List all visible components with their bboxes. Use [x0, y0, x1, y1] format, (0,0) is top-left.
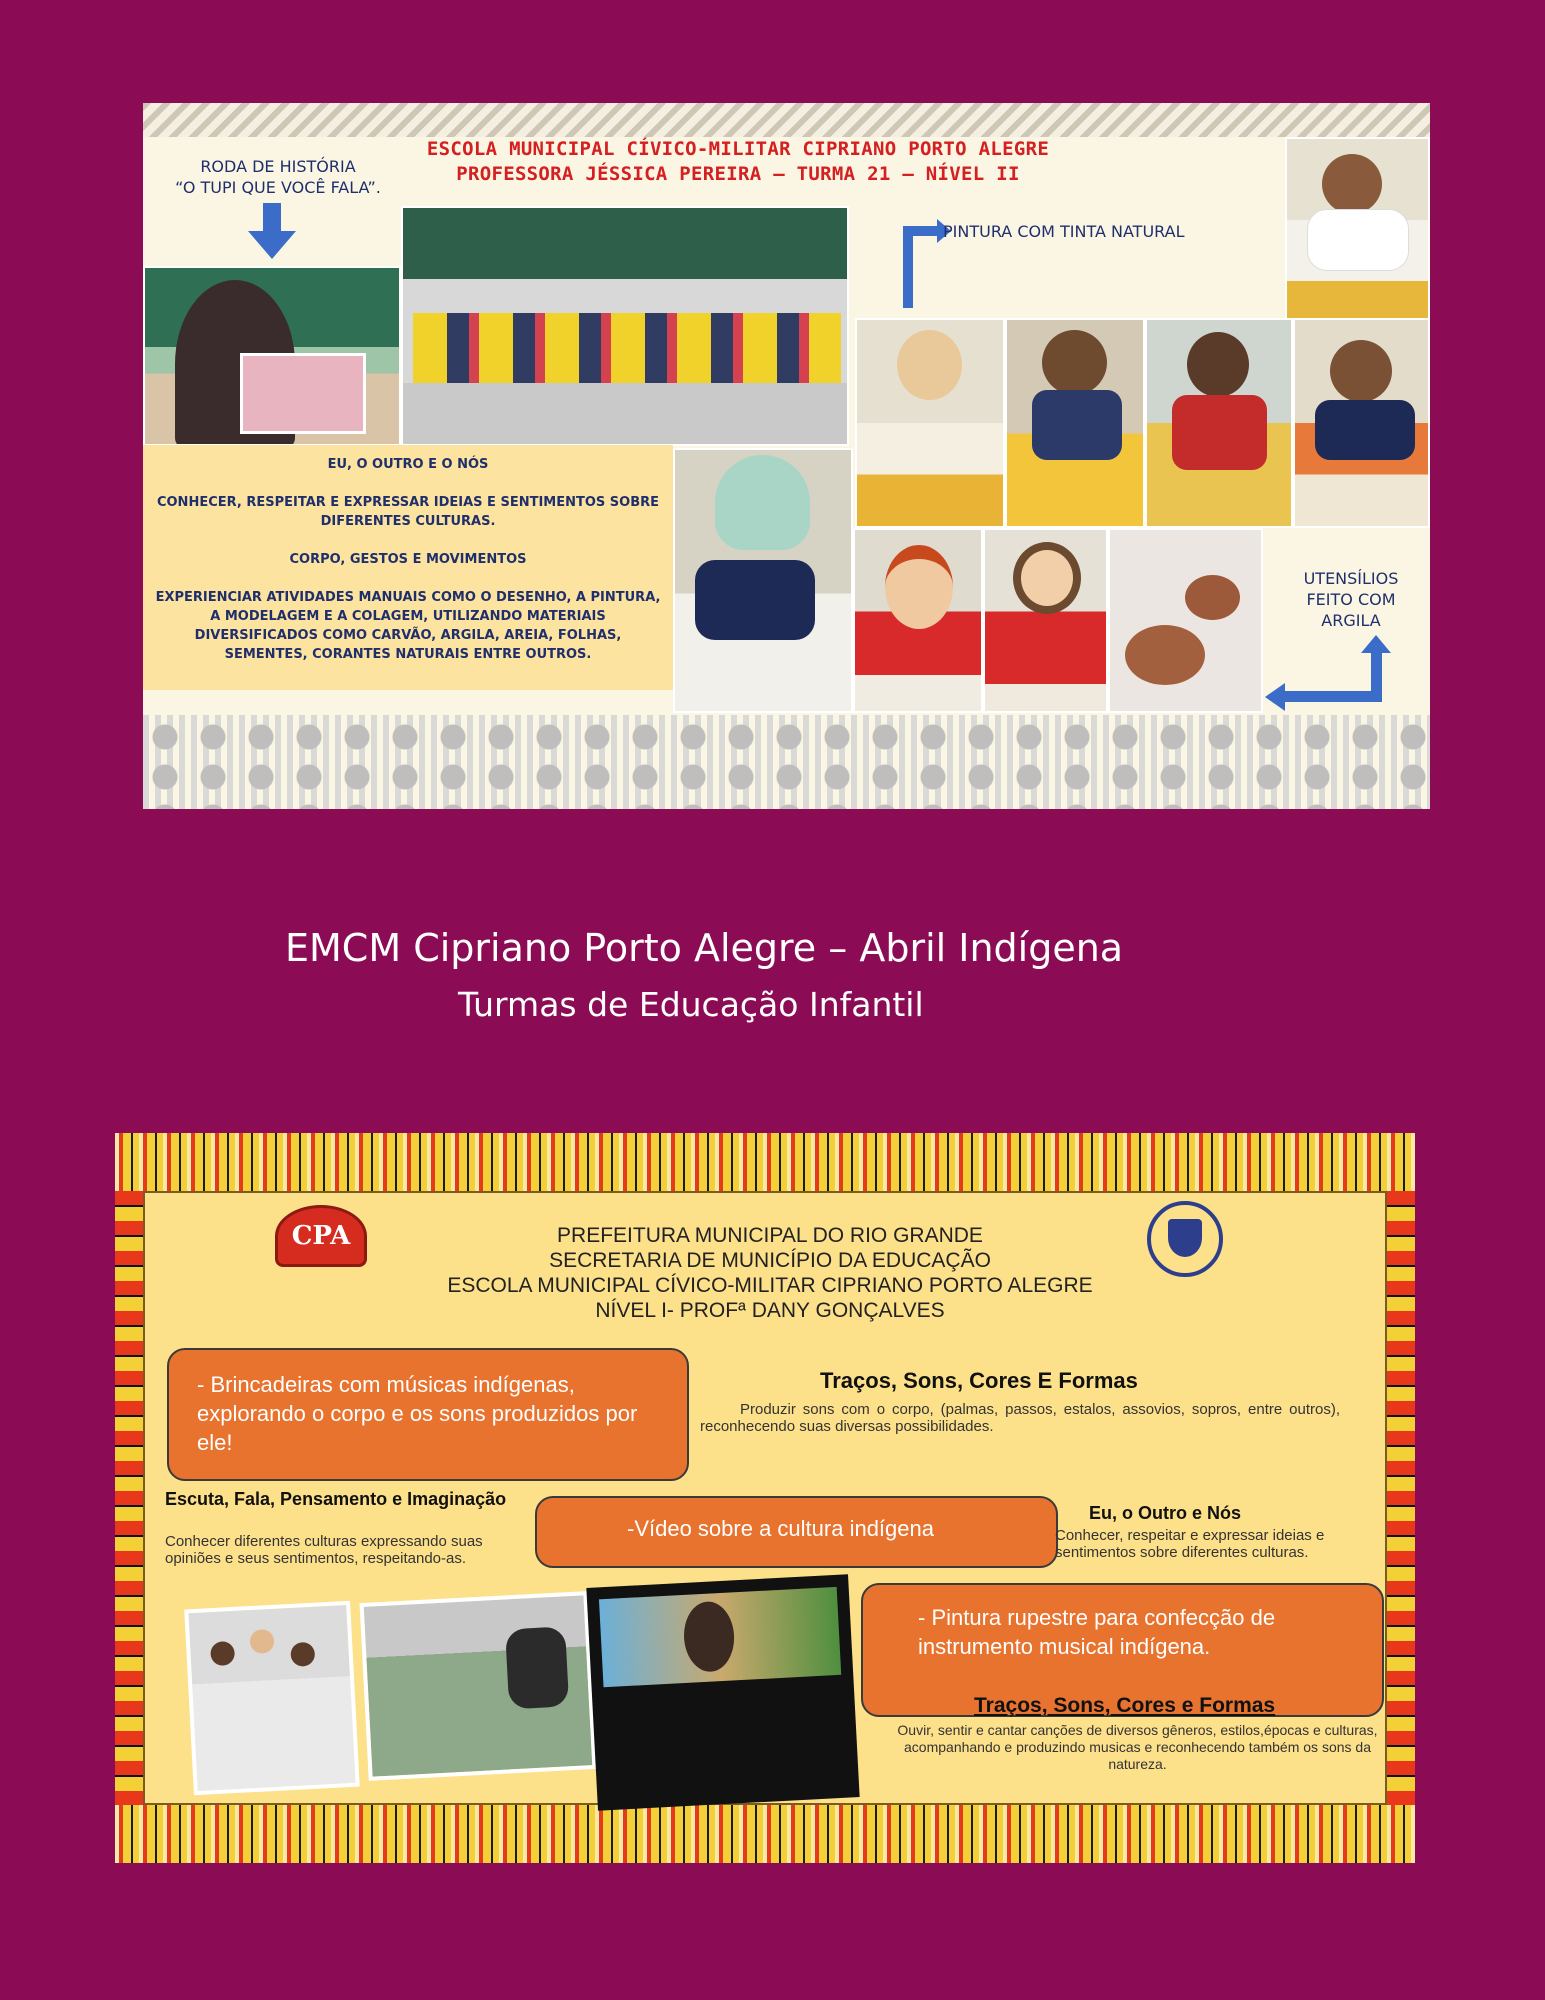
pintura-label: PINTURA COM TINTA NATURAL	[943, 222, 1185, 241]
poster-header	[345, 1223, 1195, 1323]
utensilios-line2: FEITO COM	[1306, 590, 1396, 609]
utensilios-arrow-shaft-h	[1283, 691, 1382, 702]
page-subtitle: Turmas de Educação Infantil	[458, 985, 924, 1024]
utensilios-line3: ARGILA	[1321, 611, 1381, 630]
clay-utensils-photo	[1108, 528, 1263, 713]
objective-text-1: CONHECER, RESPEITAR E EXPRESSAR IDEIAS E SENTIMENTOS SOBRE DIFERENTES CULTURAS.	[156, 495, 660, 529]
girl-painting-photo-1	[855, 318, 1005, 528]
tracos-text-1: Produzir sons com o corpo, (palmas, passos, estalos, assovios, sopros, entre outros), reconhecendo suas diversas possibilidades.	[700, 1401, 1340, 1435]
poster-content	[143, 1191, 1387, 1805]
utensilios-line1: UTENSÍLIOS	[1303, 569, 1399, 588]
left-arrow-icon	[1265, 683, 1285, 711]
boy-clay-photo	[853, 528, 983, 713]
activity-poster-nivel-ii	[143, 103, 1430, 809]
eu-outro-heading: Eu, o Outro e Nós	[1089, 1503, 1242, 1523]
escuta-heading: Escuta, Fala, Pensamento e Imaginação	[165, 1489, 507, 1509]
classroom-circle-photo	[401, 206, 849, 446]
pattern-side-left	[115, 1191, 143, 1805]
tracos-heading-2: Traços, Sons, Cores e Formas	[974, 1694, 1276, 1717]
boy-painting-photo-2	[1293, 318, 1430, 528]
utensilios-label	[1271, 568, 1430, 631]
poster-title	[388, 137, 1088, 187]
roda-label-line1: RODA DE HISTÓRIA	[200, 157, 356, 176]
header-line3: ESCOLA MUNICIPAL CÍVICO-MILITAR CIPRIANO PORTO ALEGRE	[447, 1274, 1093, 1297]
escuta-text: Conhecer diferentes culturas expressando suas opiniões e seus sentimentos, respeitando-as.	[165, 1533, 483, 1567]
roda-historia-label	[163, 156, 393, 198]
teacher-reading-photo	[143, 266, 401, 446]
objective-heading-2: CORPO, GESTOS E MOVIMENTOS	[289, 552, 527, 567]
page-title: EMCM Cipriano Porto Alegre – Abril Indígena	[285, 926, 1124, 970]
poster-title-line2: PROFESSORA JÉSSICA PEREIRA – TURMA 21 – NÍVEL II	[456, 163, 1020, 185]
pattern-band-top	[115, 1133, 1415, 1191]
header-line1: PREFEITURA MUNICIPAL DO RIO GRANDE	[557, 1224, 983, 1247]
tracos-heading-1: Traços, Sons, Cores E Formas	[820, 1368, 1138, 1393]
up-arrow-shaft	[903, 226, 913, 308]
girl-painting-photo-3	[1145, 318, 1293, 528]
cpa-logo-text: CPA	[291, 1221, 351, 1251]
video-screen-photo	[586, 1574, 859, 1810]
header-line2: SECRETARIA DE MUNICÍPIO DA EDUCAÇÃO	[549, 1249, 991, 1272]
objectives-box	[143, 445, 673, 690]
children-dancing-photo	[184, 1601, 360, 1795]
objective-heading-1: EU, O OUTRO E O NÓS	[327, 457, 489, 472]
children-floor-photo	[359, 1591, 596, 1781]
activity-box-music: - Brincadeiras com músicas indígenas, explorando o corpo e os sons produzidos por ele!	[167, 1348, 689, 1481]
poster-title-line1: ESCOLA MUNICIPAL CÍVICO-MILITAR CIPRIANO PORTO ALEGRE	[426, 138, 1050, 160]
down-arrow-shaft	[263, 203, 281, 233]
eu-outro-text: Conhecer, respeitar e expressar ideias e sentimentos sobre diferentes culturas.	[1055, 1527, 1325, 1561]
right-arrow-shaft	[903, 226, 939, 236]
tracos-text-2: Ouvir, sentir e cantar canções de diversos gêneros, estilos,épocas e culturas, acompanhando e produzindo musicas e reconhecendo também os sons da natureza.	[897, 1722, 1378, 1772]
up-arrow-icon	[1361, 635, 1391, 653]
roda-label-line2: “O TUPI QUE VOCÊ FALA”.	[175, 178, 381, 197]
girl-painting-photo-2	[1005, 318, 1145, 528]
pattern-side-right	[1387, 1191, 1415, 1805]
header-line4: NÍVEL I- PROFª DANY GONÇALVES	[595, 1299, 945, 1322]
zigzag-border	[143, 103, 1430, 137]
indigenous-pattern-border	[143, 715, 1430, 809]
boy-painting-photo	[1285, 137, 1430, 344]
activity-poster-nivel-i	[115, 1133, 1415, 1863]
down-arrow-icon	[248, 231, 296, 259]
activity-box-painting: - Pintura rupestre para confecção de instrumento musical indígena.	[861, 1583, 1384, 1717]
girl-clay-photo-2	[983, 528, 1108, 713]
girl-clay-photo	[673, 448, 853, 713]
pattern-band-bottom	[115, 1805, 1415, 1863]
activity-box-video: -Vídeo sobre a cultura indígena	[535, 1496, 1058, 1568]
objective-text-2: EXPERIENCIAR ATIVIDADES MANUAIS COMO O DESENHO, A PINTURA, A MODELAGEM E A COLAGEM, UTILIZANDO MATERIAIS DIVERSIFICADOS COMO CARVÃO, ARGILA, AREIA, FOLHAS, SEMENTES, CORANTES NATURAIS ENTRE OUTROS.	[155, 590, 661, 662]
